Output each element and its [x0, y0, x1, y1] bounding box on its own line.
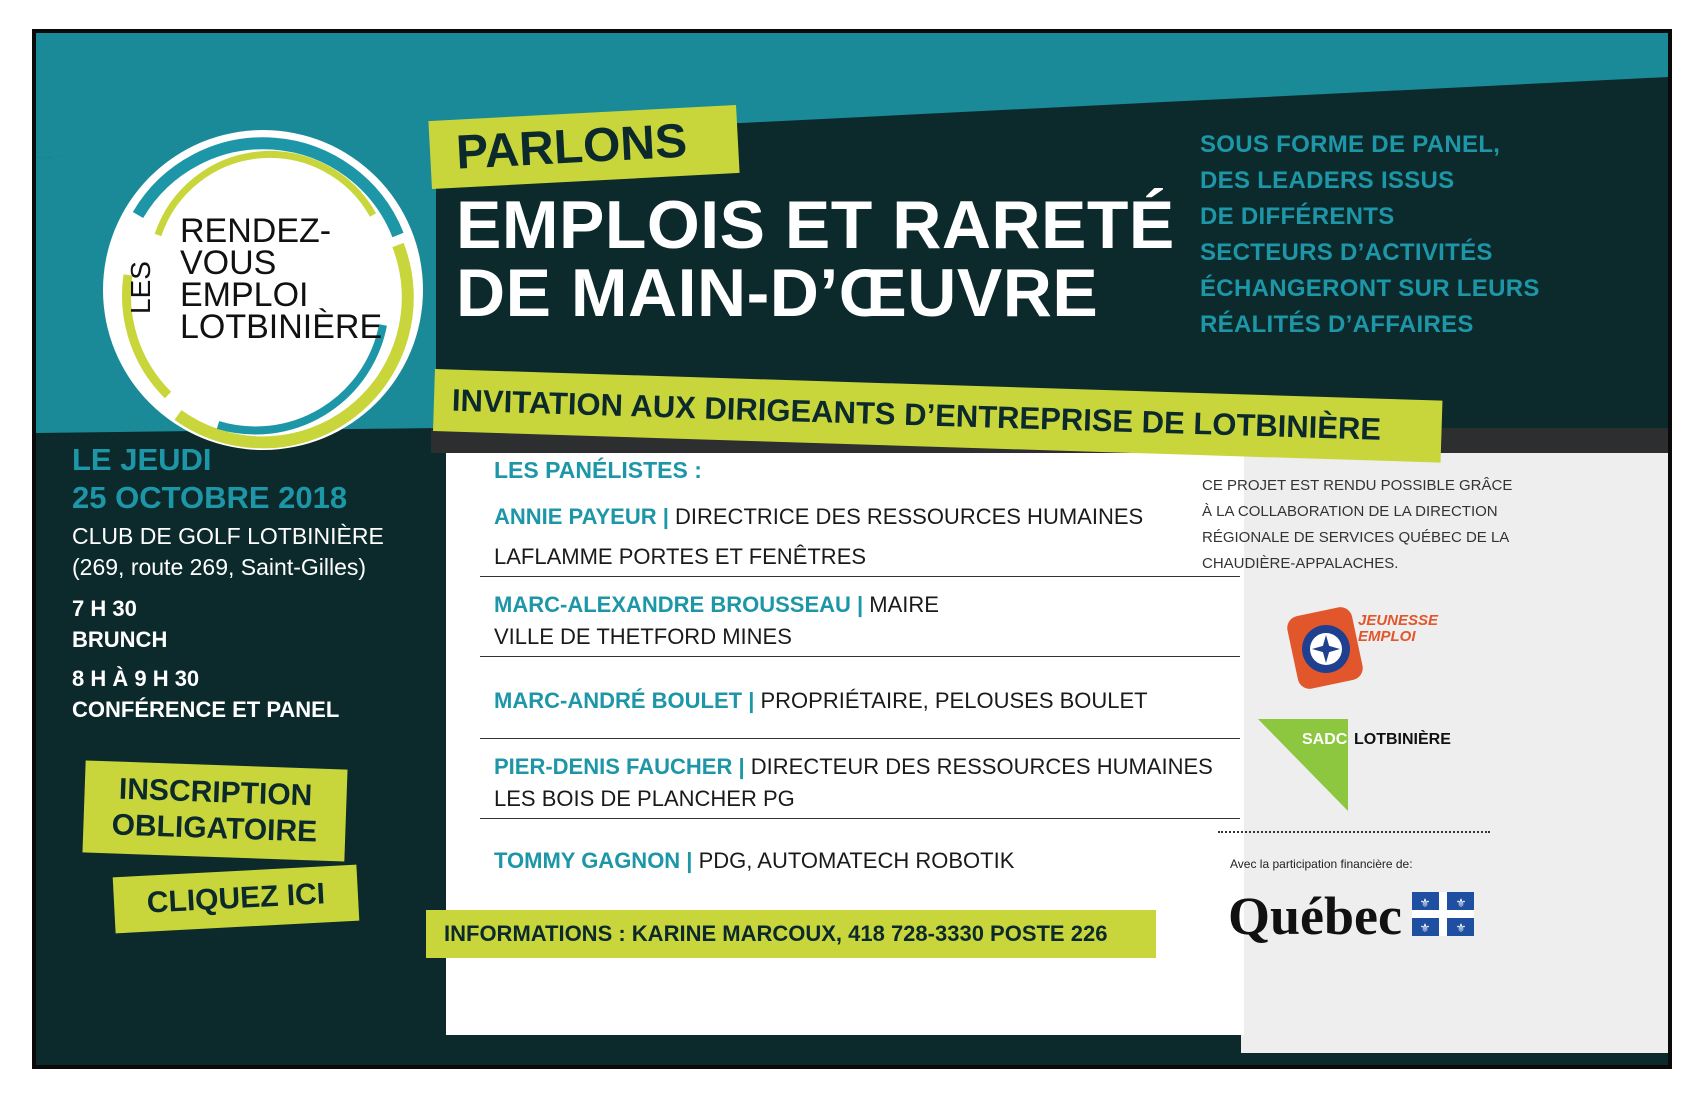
quebec-flag-icon — [1412, 892, 1474, 936]
panelist-role: PROPRIÉTAIRE, PELOUSES BOULET — [760, 688, 1148, 713]
svg-text:⚜: ⚜ — [1420, 921, 1431, 935]
partners-divider — [1218, 831, 1490, 833]
event-activity-2: CONFÉRENCE ET PANEL — [72, 697, 340, 722]
panelist-2 — [494, 589, 1254, 653]
svg-text:⚜: ⚜ — [1456, 896, 1467, 910]
sadc-label: SADC — [1302, 731, 1348, 748]
panelist-org: LES BOIS DE PLANCHER PG — [494, 786, 795, 811]
panelist-4 — [494, 751, 1254, 815]
logo-line3: EMPLOI — [180, 276, 309, 314]
partners-note — [1202, 473, 1522, 577]
svg-text:⚜: ⚜ — [1420, 896, 1431, 910]
description-line: DES LEADERS ISSUS — [1200, 167, 1455, 194]
separator — [480, 818, 1240, 819]
event-info — [72, 441, 412, 725]
quebec-logo — [1228, 885, 1468, 947]
quebec-wordmark: Québec — [1228, 886, 1402, 946]
description-line: SECTEURS D’ACTIVITÉS — [1200, 239, 1493, 266]
main-title-line1: EMPLOIS ET RARETÉ — [456, 187, 1175, 263]
description-line: SOUS FORME DE PANEL, — [1200, 131, 1501, 158]
event-day: LE JEUDI — [72, 442, 212, 477]
event-address: (269, route 269, Saint-Gilles) — [72, 554, 367, 580]
panelist-name: MARC-ANDRÉ BOULET | — [494, 688, 755, 713]
panelist-org: LAFLAMME PORTES ET FENÊTRES — [494, 544, 867, 569]
separator — [480, 738, 1240, 739]
panelist-3 — [494, 685, 1254, 717]
partners-note-line: CHAUDIÈRE-APPALACHES. — [1202, 555, 1399, 572]
description — [1200, 127, 1540, 343]
parlons-tag: PARLONS — [428, 105, 739, 189]
sadc-logo — [1258, 719, 1478, 811]
carrefour-text: JEUNESSE EMPLOI — [1358, 612, 1439, 645]
registration-line2: OBLIGATOIRE — [111, 808, 318, 849]
event-venue: CLUB DE GOLF LOTBINIÈRE — [72, 523, 384, 549]
svg-text:⚜: ⚜ — [1456, 921, 1467, 935]
invitation-banner: INVITATION AUX DIRIGEANTS D’ENTREPRISE DE LOTBINIÈRE — [433, 369, 1442, 463]
description-line: ÉCHANGERONT SUR LEURS — [1200, 275, 1540, 302]
description-line: DE DIFFÉRENTS — [1200, 203, 1395, 230]
separator — [480, 576, 1240, 577]
register-button[interactable]: CLIQUEZ ICI — [113, 865, 360, 934]
separator — [480, 656, 1240, 657]
carrefour-logo — [1286, 603, 1439, 693]
logo-les: LES — [124, 261, 156, 314]
panelists-heading: LES PANÉLISTES : — [494, 457, 702, 483]
logo-line4: LOTBINIÈRE — [180, 308, 383, 346]
panelist-role: DIRECTEUR DES RESSOURCES HUMAINES — [750, 754, 1213, 779]
partners-note-line: CE PROJET EST RENDU POSSIBLE GRÂCE — [1202, 477, 1513, 494]
partners-note-line: RÉGIONALE DE SERVICES QUÉBEC DE LA — [1202, 529, 1510, 546]
event-activity-1: BRUNCH — [72, 627, 168, 652]
info-bar: INFORMATIONS : KARINE MARCOUX, 418 728-3330 POSTE 226 — [426, 910, 1156, 958]
funding-note: Avec la participation financière de: — [1230, 857, 1413, 871]
panelist-role: MAIRE — [869, 592, 939, 617]
main-title-line2: DE MAIN-D’ŒUVRE — [456, 255, 1099, 331]
panelist-name: MARC-ALEXANDRE BROUSSEAU | — [494, 592, 864, 617]
event-date: 25 OCTOBRE 2018 — [72, 480, 348, 515]
event-time-2: 8 H À 9 H 30 — [72, 666, 200, 691]
logo-line2: VOUS — [180, 244, 277, 282]
logo-line1: RENDEZ- — [180, 212, 332, 250]
sadc-lotbiniere: LOTBINIÈRE — [1354, 731, 1451, 748]
panelist-1 — [494, 501, 1254, 573]
logo — [98, 125, 428, 455]
description-line: RÉALITÉS D’AFFAIRES — [1200, 311, 1474, 338]
panelist-role: PDG, AUTOMATECH ROBOTIK — [698, 848, 1015, 873]
panelist-name: TOMMY GAGNON | — [494, 848, 693, 873]
registration-box — [82, 760, 347, 861]
panelist-org: VILLE DE THETFORD MINES — [494, 624, 792, 649]
registration-line1: INSCRIPTION — [118, 772, 313, 813]
flyer — [36, 33, 1668, 1065]
panelist-name: PIER-DENIS FAUCHER | — [494, 754, 745, 779]
event-time-1: 7 H 30 — [72, 596, 137, 621]
panelist-5 — [494, 845, 1254, 877]
panelist-role: DIRECTRICE DES RESSOURCES HUMAINES — [675, 504, 1144, 529]
partners-note-line: À LA COLLABORATION DE LA DIRECTION — [1202, 503, 1498, 520]
panelist-name: ANNIE PAYEUR | — [494, 504, 669, 529]
